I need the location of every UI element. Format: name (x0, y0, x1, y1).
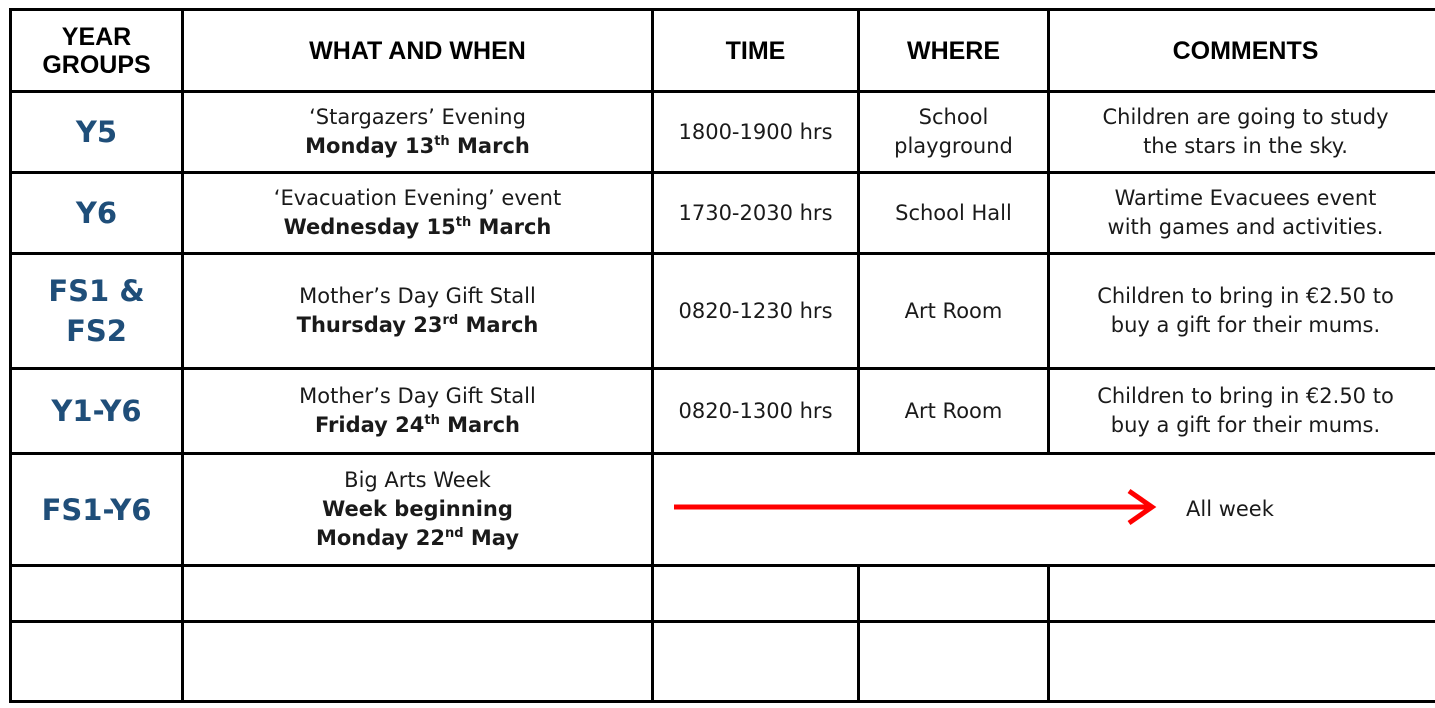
year-group-cell (11, 254, 183, 369)
where-cell: Art Room (859, 369, 1049, 454)
time-cell: 1730-2030 hrs (653, 173, 859, 254)
event-date-suffix: rd (442, 313, 459, 328)
empty-cell (859, 566, 1049, 622)
event-date (188, 411, 647, 440)
header-row (11, 10, 1435, 92)
table-row (11, 173, 1435, 254)
empty-cell (183, 622, 653, 702)
year-group-cell: Y6 (11, 173, 183, 254)
header-where: WHERE (859, 10, 1049, 92)
header-time: TIME (653, 10, 859, 92)
empty-cell (11, 566, 183, 622)
comments-cell (1049, 92, 1435, 173)
all-week-span-cell (653, 454, 1435, 566)
year-group-line2: FS2 (66, 314, 127, 348)
empty-cell (1049, 622, 1435, 702)
header-year-groups-line1: YEAR (61, 22, 132, 51)
table-row (11, 566, 1435, 622)
empty-cell (183, 566, 653, 622)
event-date (188, 132, 647, 161)
table-row (11, 369, 1435, 454)
event-date-suffix: th (424, 413, 440, 428)
event-date-month: March (449, 134, 530, 158)
all-week-label: All week (1186, 497, 1274, 521)
comment-line1: Children are going to study (1102, 105, 1389, 129)
events-table (9, 8, 1435, 703)
table-row (11, 622, 1435, 702)
event-name: ‘Stargazers’ Evening (309, 105, 526, 129)
empty-cell (859, 622, 1049, 702)
header-comments: COMMENTS (1049, 10, 1435, 92)
event-date-month: March (458, 313, 539, 337)
time-cell: 0820-1300 hrs (653, 369, 859, 454)
what-when-cell (183, 454, 653, 566)
year-group-line1: FS1 & (48, 274, 145, 308)
event-name: Mother’s Day Gift Stall (299, 384, 536, 408)
year-group-cell: Y5 (11, 92, 183, 173)
event-subtitle: Week beginning (322, 497, 513, 521)
event-date-day: Thursday 23 (296, 313, 443, 337)
event-name: Mother’s Day Gift Stall (299, 284, 536, 308)
event-date (188, 213, 647, 242)
where-cell: Art Room (859, 254, 1049, 369)
event-date (188, 524, 647, 553)
event-date-day: Friday 24 (315, 413, 425, 437)
comment-line1: Children to bring in €2.50 to (1097, 284, 1394, 308)
comment-line2: buy a gift for their mums. (1110, 313, 1381, 337)
year-group-cell: Y1-Y6 (11, 369, 183, 454)
red-right-arrow-icon (654, 455, 1435, 561)
comment-line2: the stars in the sky. (1143, 134, 1348, 158)
comments-cell (1049, 369, 1435, 454)
header-year-groups-line2: GROUPS (42, 50, 151, 79)
event-date-day: Monday 13 (305, 134, 435, 158)
event-date-day: Wednesday 15 (283, 215, 456, 239)
where-line2: playground (894, 134, 1013, 158)
what-when-cell (183, 369, 653, 454)
year-group-cell: FS1-Y6 (11, 454, 183, 566)
event-date-day: Monday 22 (315, 526, 446, 550)
time-cell: 0820-1230 hrs (653, 254, 859, 369)
header-year-groups (11, 10, 183, 92)
event-date-suffix: th (455, 215, 472, 230)
comment-line2: buy a gift for their mums. (1110, 413, 1381, 437)
table-row (11, 254, 1435, 369)
table-row (11, 454, 1435, 566)
comment-line2: with games and activities. (1107, 215, 1384, 239)
what-when-cell (183, 173, 653, 254)
empty-cell (653, 566, 859, 622)
event-date-suffix: th (434, 134, 450, 149)
event-date (188, 311, 647, 340)
table-row (11, 92, 1435, 173)
where-cell (859, 92, 1049, 173)
empty-cell (653, 622, 859, 702)
comments-cell (1049, 254, 1435, 369)
header-what-and-when: WHAT AND WHEN (183, 10, 653, 92)
what-when-cell (183, 92, 653, 173)
event-date-month: May (463, 526, 520, 550)
time-cell: 1800-1900 hrs (653, 92, 859, 173)
empty-cell (1049, 566, 1435, 622)
event-date-month: March (471, 215, 552, 239)
event-name: Big Arts Week (344, 468, 491, 492)
what-when-cell (183, 254, 653, 369)
event-name: ‘Evacuation Evening’ event (273, 186, 562, 210)
empty-cell (11, 622, 183, 702)
event-date-month: March (439, 413, 520, 437)
where-line1: School (918, 105, 989, 129)
comment-line1: Wartime Evacuees event (1114, 186, 1377, 210)
comment-line1: Children to bring in €2.50 to (1097, 384, 1394, 408)
event-date-suffix: nd (445, 526, 464, 541)
comments-cell (1049, 173, 1435, 254)
where-cell: School Hall (859, 173, 1049, 254)
